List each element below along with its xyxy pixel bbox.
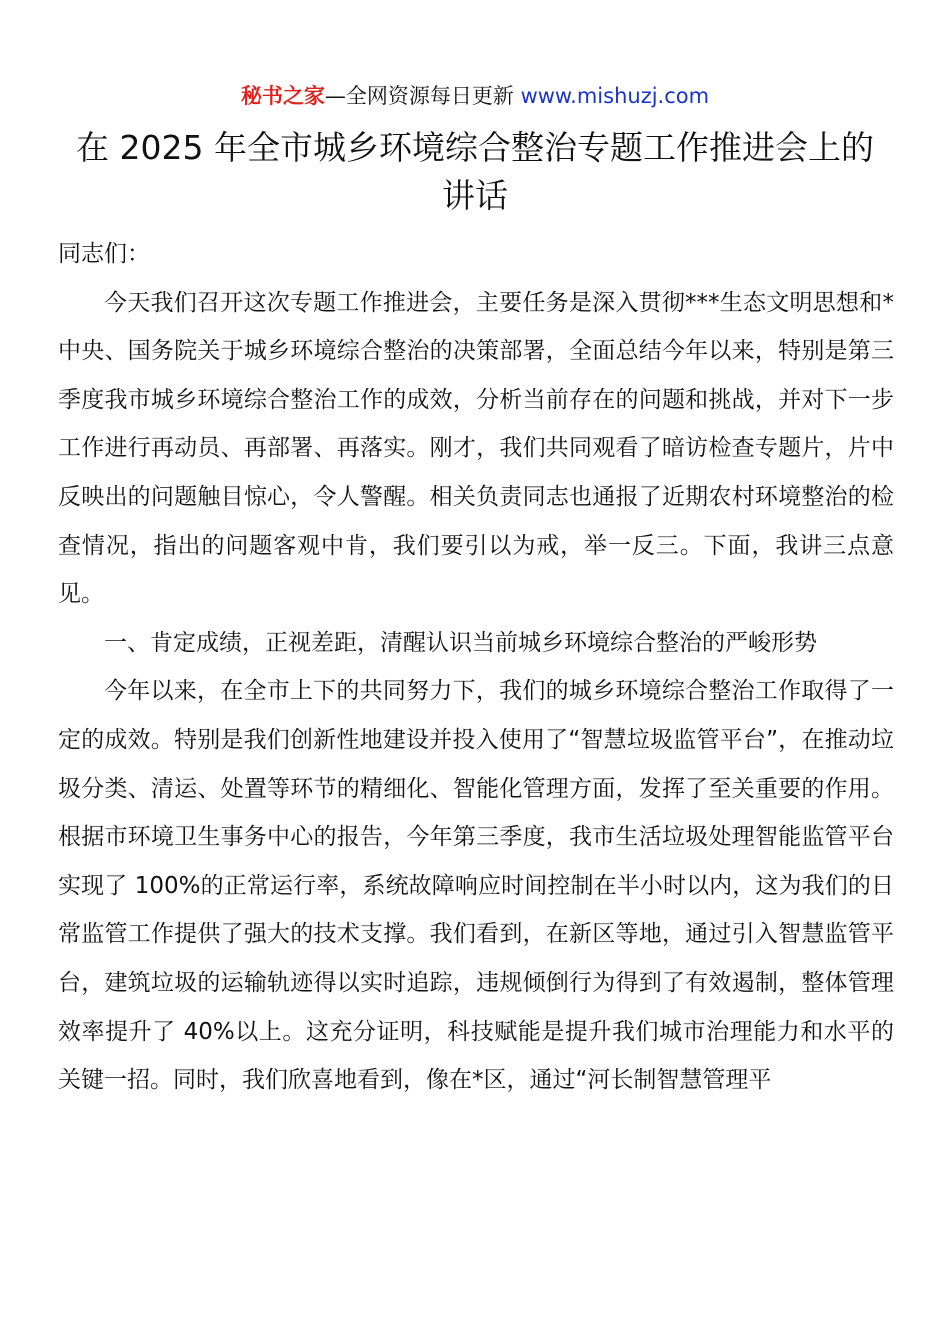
paragraph-intro: 今天我们召开这次专题工作推进会，主要任务是深入贯彻***生态文明思想和*中央、国务院关于城乡环境综合整治的决策部署，全面总结今年以来，特别是第三季度我市城乡环境综合整治工作的成效，分析当前存在的问题和挑战，并对下一步工作进行再动员、再部署、再落实。刚才，我们共同观看了暗访检查专题片，片中反映出的问题触目惊心，令人警醒。相关负责同志也通报了近期农村环境整治的检查情况，指出的问题客观中肯，我们要引以为戒，举一反三。下面，我讲三点意见。 — [58, 289, 894, 608]
brand-name[interactable]: 秘书之家 — [240, 84, 325, 108]
salutation: 同志们： — [58, 241, 150, 267]
document-body — [58, 230, 894, 1105]
site-url-link[interactable]: www.mishuzj.com — [520, 84, 710, 108]
header-tagline: —全网资源每日更新 — [324, 84, 521, 108]
section-heading-1: 一、肯定成绩，正视差距，清醒认识当前城乡环境综合整治的严峻形势 — [104, 629, 817, 656]
site-header — [0, 82, 950, 110]
paragraph-achievements: 今年以来，在全市上下的共同努力下，我们的城乡环境综合整治工作取得了一定的成效。特别是我们创新性地建设并投入使用了“智慧垃圾监管平台”，在推动垃圾分类、清运、处置等环节的精细化、智能化管理方面，发挥了至关重要的作用。根据市环境卫生事务中心的报告，今年第三季度，我市生活垃圾处理智能监管平台实现了 100%的正常运行率，系统故障响应时间控制在半小时以内，这为我们的日常监管工作提供了强大的技术支撑。我们看到，在新区等地，通过引入智慧监管平台，建筑垃圾的运输轨迹得以实时追踪，违规倾倒行为得到了有效遏制，整体管理效率提升了 40%以上。这充分证明，科技赋能是提升我们城市治理能力和水平的关键一招。同时，我们欣喜地看到，像在*区，通过“河长制智慧管理平 — [58, 678, 894, 1094]
document-title: 在 2025 年全市城乡环境综合整治专题工作推进会上的讲话 — [76, 128, 874, 215]
